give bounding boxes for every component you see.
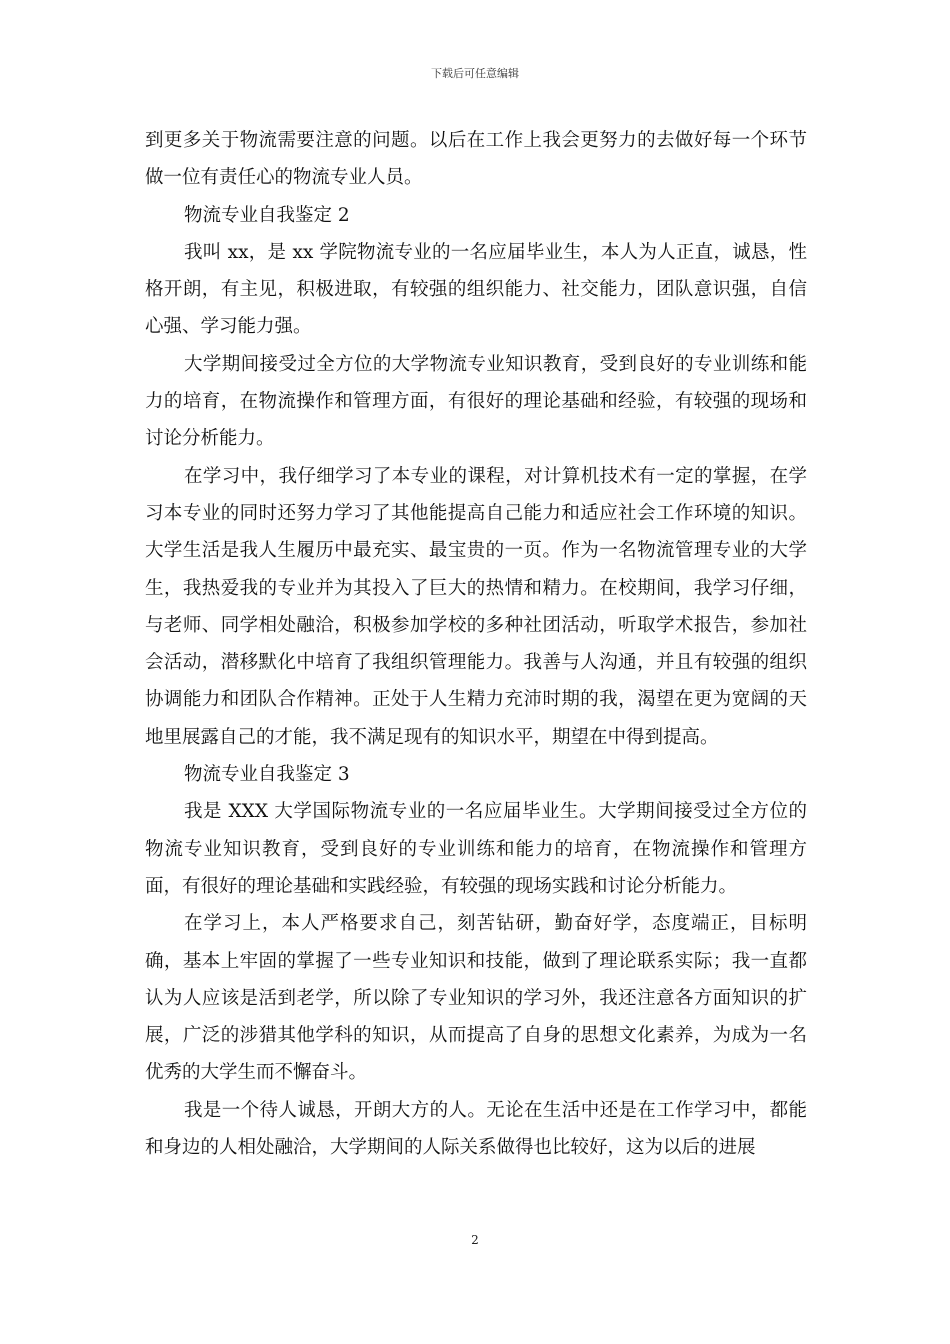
paragraph: 我是一个待人诚恳，开朗大方的人。无论在生活中还是在工作学习中，都能和身边的人相处融洽，大学期间的人际关系做得也比较好，这为以后的进展 (145, 1099, 807, 1159)
document-body (145, 122, 807, 1166)
paragraph: 在学习上，本人严格要求自己，刻苦钻研，勤奋好学，态度端正，目标明确，基本上牢固的掌握了一些专业知识和技能，做到了理论联系实际；我一直都认为人应该是活到老学，所以除了专业知识的学习外，我还注意各方面知识的扩展，广泛的涉猎其他学科的知识，从而提高了自身的思想文化素养，为成为一名优秀的大学生而不懈奋斗。 (145, 913, 807, 1084)
paragraph: 大学期间接受过全方位的大学物流专业知识教育，受到良好的专业训练和能力的培育，在物流操作和管理方面，有很好的理论基础和经验，有较强的现场和讨论分析能力。 (145, 353, 807, 450)
paragraph: 在学习中，我仔细学习了本专业的课程，对计算机技术有一定的掌握，在学习本专业的同时还努力学习了其他能提高自己能力和适应社会工作环境的知识。大学生活是我人生履历中最充实、最宝贵的一页。作为一名物流管理专业的大学生，我热爱我的专业并为其投入了巨大的热情和精力。在校期间，我学习仔细，与老师、同学相处融洽，积极参加学校的多种社团活动，听取学术报告，参加社会活动，潜移默化中培育了我组织管理能力。我善与人沟通，并且有较强的组织协调能力和团队合作精神。正处于人生精力充沛时期的我，渴望在更为宽阔的天地里展露自己的才能，我不满足现有的知识水平，期望在中得到提高。 (145, 465, 807, 748)
paragraph-continuation: 到更多关于物流需要注意的问题。以后在工作上我会更努力的去做好每一个环节做一位有责任心的物流专业人员。 (145, 130, 807, 189)
paragraph: 我叫 xx，是 xx 学院物流专业的一名应届毕业生，本人为人正直，诚恳，性格开朗，有主见，积极进取，有较强的组织能力、社交能力，团队意识强，自信心强、学习能力强。 (145, 241, 807, 338)
page-header: 下载后可任意编辑 (431, 67, 519, 80)
paragraph: 我是 XXX 大学国际物流专业的一名应届毕业生。大学期间接受过全方位的物流专业知识教育，受到良好的专业训练和能力的培育，在物流操作和管理方面，有很好的理论基础和实践经验，有较强的现场实践和讨论分析能力。 (145, 801, 807, 897)
section-heading-3: 物流专业自我鉴定 3 (184, 764, 350, 786)
page-number: 2 (471, 1233, 479, 1247)
section-heading-2: 物流专业自我鉴定 2 (184, 204, 350, 226)
